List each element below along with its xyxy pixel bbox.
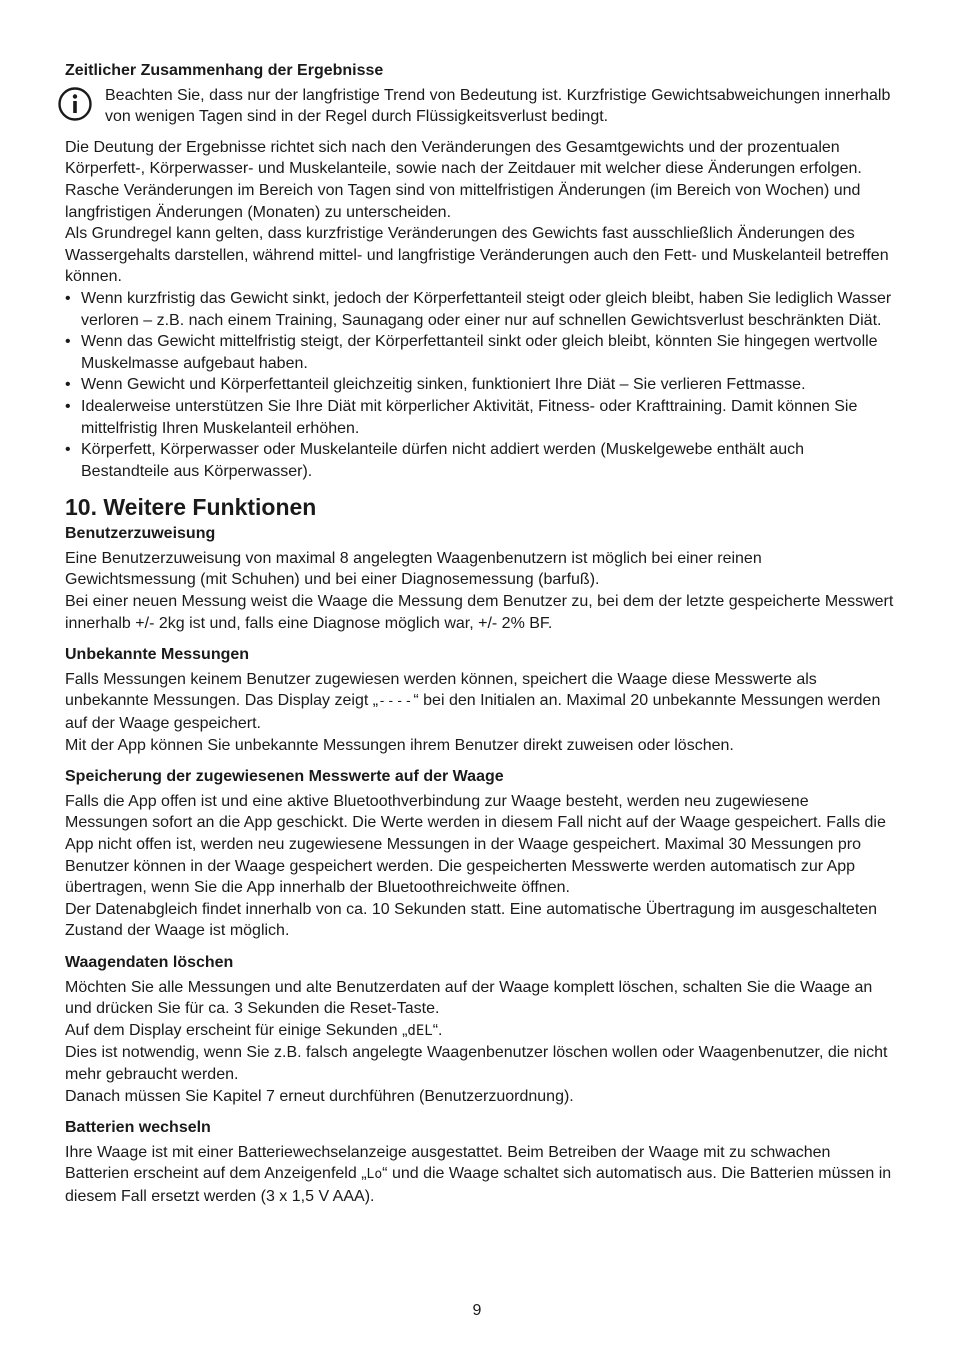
list-item: • Wenn Gewicht und Körperfettanteil gleichzeitig sinken, funktioniert Ihre Diät – Sie verlieren Fettmasse.: [65, 374, 895, 396]
paragraph-unbekannt-2: Mit der App können Sie unbekannte Messungen ihrem Benutzer direkt zuweisen oder löschen.: [65, 736, 734, 754]
paragraph-speicherung-2: Der Datenabgleich findet innerhalb von ca. 10 Sekunden statt. Eine automatische Übertragung im ausgeschalteten Zustand der Waage ist möglich.: [65, 900, 878, 940]
text: Auf dem Display erscheint für einige Sekunden „: [65, 1021, 408, 1039]
paragraph-loeschen-1: Möchten Sie alle Messungen und alte Benutzerdaten auf der Waage komplett löschen, schalten Sie die Waage an und drücken Sie für ca. 3 Sekunden die Reset-Taste.: [65, 978, 873, 1018]
section-title: 10. Weitere Funktionen: [65, 494, 317, 521]
display-symbol: dEL: [407, 1022, 433, 1039]
display-symbol: Lo: [366, 1167, 383, 1183]
text: “ und die Waage schaltet sich automatisch aus. Die Batterien müssen in diesem Fall ersetzt werden (3 x 1,5 V AAA).: [65, 1165, 892, 1205]
paragraph-benutzer-1: Eine Benutzerzuweisung von maximal 8 angelegten Waagenbenutzern ist möglich bei einer reinen Gewichtsmessung (mit Schuhen) und bei einer Diagnosemessung (barfuß).: [65, 549, 762, 589]
paragraph-benutzer-2: Bei einer neuen Messung weist die Waage die Messung dem Benutzer zu, bei dem der letzte gespeicherte Messwert innerhalb +/- 2kg ist und, falls eine Diagnose möglich war, +/- 2% BF.: [65, 593, 894, 632]
list-item: • Körperfett, Körperwasser oder Muskelanteile dürfen nicht addiert werden (Muskelgewebe enthält auch Bestandteile aus Körperwasser).: [65, 439, 895, 482]
info-note: [65, 85, 895, 128]
heading-speicherung: Speicherung der zugewiesenen Messwerte auf der Waage: [65, 768, 504, 786]
list-item: • Idealerweise unterstützen Sie Ihre Diät mit körperlicher Aktivität, Fitness- oder Krafttraining. Damit können Sie mittelfristig Ihren Muskelanteil erhöhen.: [65, 396, 895, 439]
paragraph-speicherung-1: Falls die App offen ist und eine aktive Bluetoothverbindung zur Waage besteht, werden neu zugewiesene Messungen sofort an die App geschickt. Die Werte werden in diesem Fall nicht auf der Waage gespeichert. Falls die App nicht offen ist, werden neu zugewiesene Messungen in der Waage gespeichert. Maximal 30 Messungen pro Benutzer können in der Waage gespeichert werden. Die gespeicherten Messwerte werden automatisch zur App übertragen, wenn Sie die App innerhalb der Bluetoothreichweite öffnen.: [65, 792, 886, 897]
paragraph-deutung: Die Deutung der Ergebnisse richtet sich nach den Veränderungen des Gesamtgewichts und der prozentualen Körperfett-, Körperwasser- und Muskelanteile, sowie nach der Zeitdauer mit welcher diese Änderungen erfolgen. Rasche Veränderungen im Bereich von Tagen sind von mittelfristigen Änderungen (im Bereich von Wochen) und langfristigen Änderungen (Monaten) zu unterscheiden.: [65, 138, 862, 221]
paragraph-batterien-1: [65, 1142, 895, 1208]
list-item: • Wenn das Gewicht mittelfristig steigt, der Körperfettanteil sinkt oder gleich bleibt, könnten Sie hingegen wertvolle Muskelmasse aufgebaut haben.: [65, 331, 895, 374]
display-symbol: ----: [378, 694, 414, 710]
bullet-list: [65, 288, 895, 482]
paragraph-grundregel: Als Grundregel kann gelten, dass kurzfristige Veränderungen des Gewichts fast ausschließlich Änderungen des Wassergehalts darstellen, während mittel- und langfristige Veränderungen auch den Fett- und Muskelanteil betreffen können.: [65, 225, 889, 286]
heading-benutzerzuweisung: Benutzerzuweisung: [65, 525, 216, 543]
list-item: • Wenn kurzfristig das Gewicht sinkt, jedoch der Körperfettanteil steigt oder gleich bleibt, haben Sie lediglich Wasser verloren – z.B. nach einem Training, Saunagang oder einer nur auf schnellen Gewichtsverlust beschränkten Diät.: [65, 288, 895, 331]
text: Ihre Waage ist mit einer Batteriewechselanzeige ausgestattet. Beim Betreiben der Waage mit zu schwachen Batterien erscheint auf dem Anzeigenfeld „: [65, 1143, 831, 1183]
text: Falls Messungen keinem Benutzer zugewiesen werden können, speichert die Waage diese Messwerte als unbekannte Messungen. Das Display zeigt „: [65, 670, 817, 710]
heading-waagendaten-loeschen: Waagendaten löschen: [65, 953, 234, 971]
document-page: [65, 60, 895, 1208]
paragraph-unbekannt-1: [65, 669, 895, 735]
page-number: 9: [472, 1302, 482, 1319]
heading-unbekannte-messungen: Unbekannte Messungen: [65, 646, 250, 664]
heading-batterien-wechseln: Batterien wechseln: [65, 1119, 211, 1137]
text: “.: [432, 1021, 443, 1039]
paragraph-loeschen-4: Danach müssen Sie Kapitel 7 erneut durchführen (Benutzerzuordnung).: [65, 1087, 574, 1105]
heading-zeitlicher-zusammenhang: Zeitlicher Zusammenhang der Ergebnisse: [65, 62, 384, 79]
paragraph-loeschen-2: [65, 1020, 895, 1043]
text: “ bei den Initialen an. Maximal 20 unbekannte Messungen werden auf der Waage gespeichert.: [65, 692, 881, 733]
info-icon: [57, 86, 93, 122]
info-note-text: Beachten Sie, dass nur der langfristige Trend von Bedeutung ist. Kurzfristige Gewichtsabweichungen innerhalb von wenigen Tagen sind in der Regel durch Flüssigkeitsverlust bedingt.: [105, 86, 891, 126]
paragraph-loeschen-3: Dies ist notwendig, wenn Sie z.B. falsch angelegte Waagenbenutzer löschen wollen oder Waagenbenutzer, die nicht mehr gebraucht werden.: [65, 1044, 888, 1083]
